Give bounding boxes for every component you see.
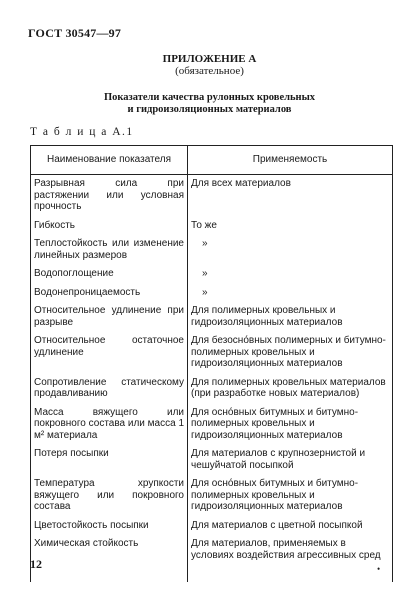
table-row <box>31 404 393 446</box>
applicability-cell: » <box>188 284 393 303</box>
indicator-cell: Разрывная сила при растяжении или условная прочность <box>31 175 188 217</box>
applicability-cell: Для материалов с крупнозернистой и чешуйчатой посыпкой <box>188 445 393 475</box>
table-row <box>31 217 393 236</box>
indicator-cell: Температура хрупкости вяжущего или покровного состава <box>31 475 188 517</box>
table-row <box>31 284 393 303</box>
indicator-cell: Сопротивление статическому продавливанию <box>31 374 188 404</box>
applicability-cell: Для полимерных кровельных материалов (при разработке новых материалов) <box>188 374 393 404</box>
table-header-row <box>31 146 393 175</box>
indicator-cell: Потеря посыпки <box>31 445 188 475</box>
indicator-cell: Относительное удлинение при разрыве <box>31 302 188 332</box>
annex-title: ПРИЛОЖЕНИЕ А <box>162 53 257 65</box>
indicator-cell: Теплостойкость или изменение линейных размеров <box>31 235 188 265</box>
page-number: 12 <box>30 557 42 571</box>
table-row <box>31 302 393 332</box>
indicator-cell: Цветостойкость посыпки <box>31 517 188 536</box>
annex-subtitle: (обязательное) <box>175 65 244 77</box>
indicator-cell: Масса вяжущего или покровного состава или масса 1 м² материала <box>31 404 188 446</box>
table-label: Т а б л и ц а А.1 <box>30 126 134 138</box>
applicability-cell: То же <box>188 217 393 236</box>
table-row <box>31 175 393 217</box>
table-row <box>31 332 393 374</box>
indicator-cell: Водонепроницаемость <box>31 284 188 303</box>
table-row <box>31 265 393 284</box>
indicator-cell: Относительное остаточное удлинение <box>31 332 188 374</box>
document-title-line-1: Показатели качества рулонных кровельных <box>103 92 316 103</box>
applicability-cell: Для материалов с цветной посыпкой <box>188 517 393 536</box>
applicability-cell: » <box>188 265 393 284</box>
document-title <box>60 92 359 116</box>
column-header-indicator: Наименование показателя <box>31 146 188 175</box>
applicability-cell: » <box>188 235 393 265</box>
indicator-cell: Гибкость <box>31 217 188 236</box>
table-row <box>31 517 393 536</box>
document-title-line-2: и гидроизоляционных материалов <box>127 104 292 115</box>
table-row <box>31 374 393 404</box>
applicability-cell: Для материалов, применяемых в условиях воздействия агрессивных сред <box>188 535 393 582</box>
standard-code: ГОСТ 30547—97 <box>28 26 122 40</box>
applicability-cell: Для безосно́вных полимерных и битумно-полимерных кровельных и гидроизоляционных материалов <box>188 332 393 374</box>
column-header-applicability: Применяемость <box>188 146 393 175</box>
table-row <box>31 235 393 265</box>
applicability-cell: Для осно́вных битумных и битумно-полимерных кровельных и гидроизоляционных материалов <box>188 475 393 517</box>
indicators-table <box>30 145 393 582</box>
applicability-cell: Для полимерных кровельных и гидроизоляционных материалов <box>188 302 393 332</box>
table-row <box>31 535 393 582</box>
scan-speck: • <box>377 564 381 574</box>
applicability-cell: Для всех материалов <box>188 175 393 217</box>
table-row <box>31 445 393 475</box>
indicator-cell: Химическая стойкость <box>31 535 188 582</box>
table-row <box>31 475 393 517</box>
indicator-cell: Водопоглощение <box>31 265 188 284</box>
applicability-cell: Для осно́вных битумных и битумно-полимерных кровельных и гидроизоляционных материалов <box>188 404 393 446</box>
